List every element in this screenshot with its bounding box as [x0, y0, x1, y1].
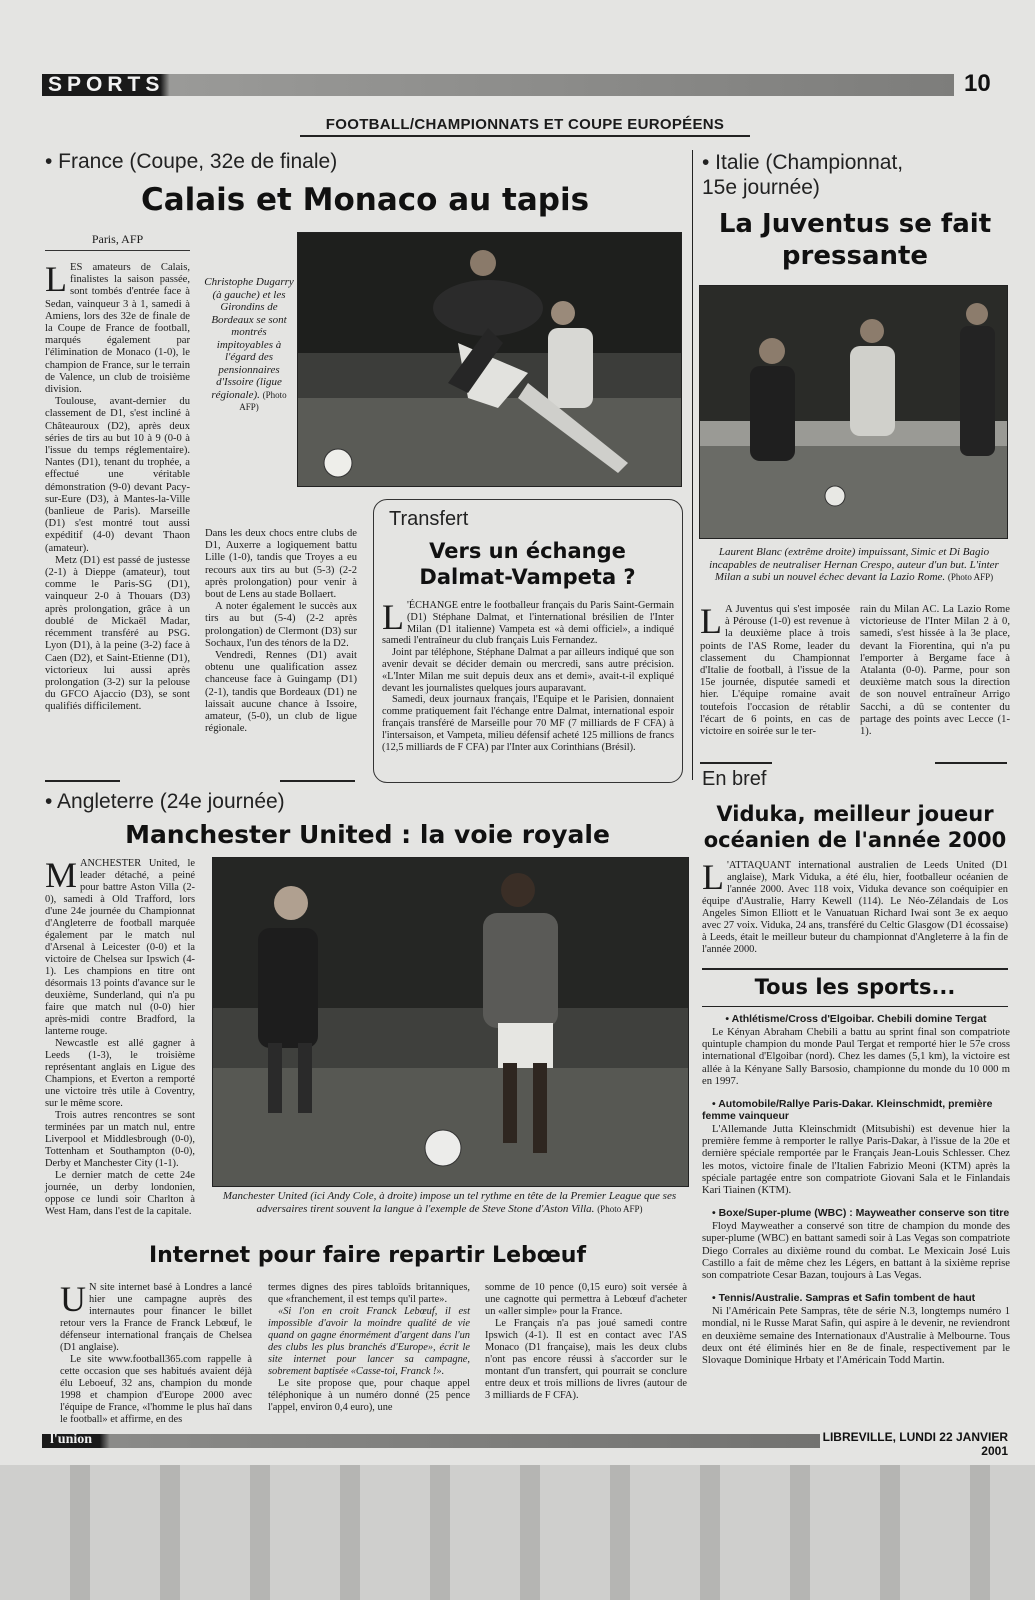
manchester-photo-caption — [212, 1190, 687, 1215]
france-kicker: • France (Coupe, 32e de finale) — [45, 150, 338, 173]
paragraph: Le dernier match de cette 24e journée, un derby londonien, oppose ce lundi soir Charlton à West Ham, dans l'est de la capitale. — [45, 1170, 195, 1217]
tous-list — [702, 1003, 1010, 1367]
brief-text: Floyd Mayweather a conservé son titre de champion du monde des super-plume (WBC) en battant samedi soir à Las Vegas son compatriote Diego Corrales au dixième round du combat. Le Mexicain José Luis Castillo a fait de même chez les Légers, en battant à la sixième reprise son compatriote Cesar Bazan, toujours à Las Vegas. — [702, 1221, 1010, 1282]
drop-cap: L — [702, 857, 724, 897]
inter-lazio-photo — [699, 285, 1008, 539]
france-dateline: Paris, AFP — [45, 232, 190, 251]
paragraph: A Juventus qui s'est imposée à Pérouse (1-0) est revenue à la deuxième place à trois points de l'AS Rome, leader du classement du Championnat d'Italie de football, à l'issue de la 15e journée, disputée samedi et hier. L'équipe romaine avait toutefois l'occasion de rétablir l'écart de 6 points, en cas de victoire en soirée sur le ter- — [700, 604, 850, 738]
paragraph: rain du Milan AC. La Lazio Rome victorieuse de l'Inter Milan 2 à 0, samedi, s'est hissée à la 3e place, devant la Fiorentina, qui n'a pu l'emporter à Bergame face à Atalanta (0-0). Parme, pour son deuxième match sous la direction de son nouvel entraîneur Arrigo Sacchi, a dû se contenter du partage des points avec Lecce (1-1). — [860, 604, 1010, 738]
football-action-image — [298, 233, 681, 486]
page-number: 10 — [964, 70, 991, 97]
paragraph: Trois autres rencontres se sont terminées par un match nul, entre Liverpool et Middlesbrough (0-0), Tottenham et Southampton (0-0), Derby et Manchester City (1-1). — [45, 1110, 195, 1169]
drop-cap: L — [382, 597, 404, 637]
divider — [935, 762, 1007, 764]
paragraph: ANCHESTER United, le leader détaché, a peiné pour battre Aston Villa (2-0), samedi à Old Trafford, lors d'une 24e journée du Championnat d'Angleterre de football marquée également par le match nul d'Arsenal à Leicester (0-0) et la victoire de Chelsea sur Ipswich (4-1). Les champions en titre ont désormais 13 points d'avance sur le deuxième, Sunderland, qui n'a pu faire que match nul (0-0) hier après-midi contre Bradford, la lanterne rouge. — [45, 858, 195, 1037]
paragraph: A noter également le succès aux tirs au but (5-4) (2-2 après prolongation) de Clermont (D3) sur Sochaux, l'un des ténors de la D2. — [205, 601, 357, 649]
caption-text: Laurent Blanc (extrême droite) impuissant, Simic et Di Bagio incapables de neutraliser Hernan Crespo, auteur d'un but. L'inter Milan a subi un nouvel échec devant la Lazio Rome. — [709, 546, 999, 583]
super-title: FOOTBALL/CHAMPIONNATS ET COUPE EUROPÉENS — [325, 116, 725, 133]
internet-col2 — [268, 1282, 470, 1414]
section-bar — [42, 74, 954, 96]
brief-text: Ni l'Américain Pete Sampras, tête de série N.3, longtemps numéro 1 mondial, ni le Russe Marat Safin, qui aspire à le devenir, ne reviendront en deuxième semaine des Internationaux d'Australie à Melbourne. Tous deux ont été éliminés hier en 8e de finale, respectivement par le Slovaque Dominique Hrbaty et l'Américain Todd Martin. — [702, 1306, 1010, 1367]
brief-title: • Automobile/Rallye Paris-Dakar. Kleinschmidt, première femme vainqueur — [702, 1098, 993, 1123]
paragraph: Le site propose que, pour chaque appel téléphonique à un numéro donné (25 pence l'appel, environ 0,4 euro), une — [268, 1378, 470, 1413]
transfert-body — [382, 597, 674, 753]
brief-item — [702, 1013, 1010, 1088]
drop-cap: L — [45, 259, 67, 299]
transfert-kicker: Transfert — [385, 508, 472, 531]
paragraph: Toulouse, avant-dernier du classement de D1, s'est incliné à Châteauroux (D2), après deux séries de tirs au but 10 à 9 (0-0 à l'issue du temps réglementaire). Nantes (D1), tenant du trophée, a effectué une véritable démonstration (9-0) devant Pacy-sur-Eure (D3), à Mantes-la-Ville (banlieue de Paris). Marseille (D1) s'est montré tout aussi expéditif (4-0) devant Thaon (amateur). — [45, 396, 190, 554]
paragraph: somme de 10 pence (0,15 euro) soit versée à une cagnotte qui permettra à Lebœuf d'acheter un «aller simple» pour la France. — [485, 1282, 687, 1317]
italie-col2 — [860, 604, 1010, 738]
paragraph: Dans les deux chocs entre clubs de D1, Auxerre a logiquement battu Lille (1-0), tandis que Troyes a eu recours aux tirs au but (5-3) (2-2 après prolongation) pour venir à bout de Lens au stade Bollaert. — [205, 528, 357, 601]
paragraph: Newcastle est allé gagner à Leeds (1-3), le troisième représentant anglais en Ligue des Champions, et Everton a remporté une victoire très utile à Coventry, sur le même score. — [45, 1038, 195, 1109]
paragraph: N site internet basé à Londres a lancé hier une campagne auprès des internautes pour financer le billet retour vers la France de Franck Lebœuf, le défenseur international français de Chelsea (D1 anglaise). — [60, 1282, 252, 1353]
background-wall — [0, 1465, 1035, 1600]
paragraph: «Si l'on en croit Franck Lebœuf, il est impossible d'avoir la moindre qualité de vie quand on gagne énormément d'argent dans l'un des clubs les plus branchés d'Europe», écrit le site internet pour lancer sa campagne, sobrement baptisée «Casse-toi, Franck !». — [268, 1306, 470, 1377]
internet-col3 — [485, 1282, 687, 1402]
brief-title: • Tennis/Australie. Sampras et Safin tombent de haut — [712, 1292, 976, 1305]
divider — [280, 780, 355, 782]
section-label: SPORTS — [48, 73, 165, 96]
brief-text: Le Kényan Abraham Chebili a battu au sprint final son compatriote quintuple champion du monde Paul Tergat et remporté hier le 57e cross international d'Elgoibar (nord). Chez les dames (5,1 km), la victoire est allée à la Kényane Sally Barsosio, championne du monde du 10 000 m en 1997. — [702, 1027, 1010, 1087]
italie-col1 — [700, 601, 850, 738]
italie-photo-caption — [700, 546, 1008, 584]
footer-date: LIBREVILLE, LUNDI 22 JANVIER 2001 — [820, 1430, 1010, 1458]
france-col1 — [45, 259, 190, 772]
paragraph: 'ATTAQUANT international australien de Leeds United (D1 anglaise), Mark Viduka, a été élu, hier, footballeur océanien de l'année 2000. Avec 118 voix, Viduka devance son coéquipier en équipe d'Australie, Harry Kewell (114). Le Néo-Zélandais de Los Angeles Simon Elliott et le Vanuatuan Richard Iwai sont 3e ex aequo avec 27 voix. Viduka, 24 ans, transféré du Celtic Glasgow (D1 écossaise) à Leeds, était le meilleur buteur du championnat d'Angleterre à la fin de l'année 2000. — [702, 860, 1008, 955]
caption-credit: (Photo AFP) — [947, 572, 994, 582]
paragraph: Le Français n'a pas joué samedi contre Ipswich (4-1). Il est en contact avec l'AS Monaco (D1 française), mais les deux clubs n'ont pas encore réussi à s'accorder sur le montant d'un transfert, qui pourrait se conclure entre deux et trois millions de livres (autour de 3 milliards de F CFA). — [485, 1318, 687, 1401]
internet-col1 — [60, 1279, 252, 1426]
transfert-headline: Vers un échange Dalmat-Vampeta ? — [419, 539, 636, 589]
bref-kicker: En bref — [702, 768, 767, 790]
bref-body — [702, 857, 1008, 956]
football-action-image — [700, 286, 1007, 538]
paragraph: Joint par téléphone, Stéphane Dalmat a par ailleurs indiqué que son avenir devait se décider demain ou mercredi, sans autre précision. «L'Inter Milan me suit depuis deux ans et demi», avait-t-il expliqué devant les journalistes quelques jours auparavant. — [382, 647, 674, 694]
caption-credit: (Photo AFP) — [597, 1203, 643, 1214]
drop-cap: M — [45, 855, 78, 895]
brief-item — [702, 1292, 1010, 1367]
caption-credit: (Photo AFP) — [239, 389, 287, 412]
divider — [45, 780, 120, 782]
footer-paper-name: l'union — [50, 1432, 93, 1447]
france-headline: Calais et Monaco au tapis — [140, 182, 590, 218]
caption-text: Christophe Dugarry (à gauche) et les Girondins de Bordeaux se sont montrés impitoyables à l'égard des pensionnaires d'Issoire (ligue régionale). — [204, 276, 294, 401]
paragraph: Vendredi, Rennes (D1) avait obtenu une qualification assez chanceuse face à Guingamp (D1) (2-1), tandis que Bordeaux (D1) ne laissait aucune chance à Issoire, amateur, (5-0), un club de ligue régionale. — [205, 650, 357, 735]
angleterre-headline: Manchester United : la voie royale — [125, 820, 610, 849]
manchester-photo — [212, 857, 689, 1187]
bref-headline: Viduka, meilleur joueur océanien de l'année 2000 — [703, 802, 1007, 852]
caption-text: Manchester United (ici Andy Cole, à droite) impose un tel rythme en tête de la Premier League que ses adversaires tirent souvent la langue à l'exemple de Steve Stone d'Aston Villa. — [222, 1190, 677, 1215]
divider — [700, 762, 772, 764]
drop-cap: U — [60, 1279, 86, 1319]
dugarry-photo-caption — [203, 276, 295, 414]
drop-cap: L — [700, 601, 722, 641]
football-action-image — [213, 858, 688, 1186]
brief-item — [702, 1207, 1010, 1282]
paragraph: ES amateurs de Calais, finalistes la saison passée, sont tombés d'entrée face à Sedan, vainqueur 3 à 1, samedi à Amiens, lors des 32e de finale de la Coupe de France de football, marqués également par l'élimination de Monaco (1-0), le champion de France, sur le terrain de Valence, un club de troisième division. — [45, 262, 190, 396]
super-title-rule — [300, 135, 750, 137]
france-col2 — [205, 528, 357, 735]
tous-headline: Tous les sports... — [754, 975, 956, 999]
dugarry-photo — [297, 232, 682, 487]
paragraph: Le site www.football365.com rappelle à cette occasion que ses habitués avaient déjà élu Leboeuf, 32 ans, champion du monde 1998 et champion d'Europe 2000 avec l'équipe de France, «l'homme le plus haï dans le football» et affirme, en des — [60, 1354, 252, 1425]
brief-title: • Boxe/Super-plume (WBC) : Mayweather conserve son titre — [712, 1207, 1010, 1220]
divider — [702, 968, 1008, 970]
column-rule — [692, 150, 693, 780]
italie-headline: La Juventus se fait pressante — [718, 209, 992, 271]
paragraph: Samedi, deux journaux français, l'Equipe et le Parisien, donnaient comme pratiquement fait l'échange entre Dalmat, international espoir français transféré de Marseille pour 70 MF (7 milliards de F CFA) à l'intersaison, et Vampeta, milieu défensif acheté 125 millions de francs (12,5 milliards de F CFA) par l'Inter aux Corinthians (Brésil). — [382, 694, 674, 753]
brief-text: L'Allemande Jutta Kleinschmidt (Mitsubishi) est devenue hier la première femme à remporter le rallye Paris-Dakar, à l'issue de la 20e et dernière spéciale remportée par le Français Jean-Louis Schlesser. Chez les motos, victoire finale de l'Italien Fabrizio Meoni (KTM) après la spéciale partagée entre son compatriote Giovani Sala et le Finlandais Kari Tiainen (KTM). — [702, 1124, 1010, 1197]
internet-headline: Internet pour faire repartir Lebœuf — [148, 1243, 587, 1268]
angleterre-body — [45, 855, 195, 1218]
paragraph: termes dignes des pires tabloïds britanniques, que «franchement, il est temps qu'il parte». — [268, 1282, 470, 1305]
brief-title: • Athlétisme/Cross d'Elgoibar. Chebili domine Tergat — [725, 1013, 987, 1025]
angleterre-kicker: • Angleterre (24e journée) — [45, 790, 285, 813]
brief-item — [702, 1098, 1010, 1197]
paragraph: 'ÉCHANGE entre le footballeur français du Paris Saint-Germain (D1) Stéphane Dalmat, et l'international brésilien de l'Inter Milan (D1 italienne) Vampeta est «à demi officiel», a indiqué samedi l'entraîneur du club français Luis Fernandez. — [382, 600, 674, 647]
italie-kicker: • Italie (Championnat, 15e journée) — [702, 151, 904, 199]
paragraph: Metz (D1) est passé de justesse (2-1) à Dieppe (amateur), tout comme le Paris-SG (D1), vainqueur 2-0 à Thouars (D3) après prolongation, grâce à un doublé de Mickaël Madar, récemment transféré au PSG. Lyon (D1), à la peine (3-2) face à Caen (D2), et Saint-Etienne (D1), victorieux lui aussi après prolongation (3-2) sur la pelouse du GFCO Ajaccio (D3), se sont qualifiés difficilement. — [45, 554, 190, 713]
